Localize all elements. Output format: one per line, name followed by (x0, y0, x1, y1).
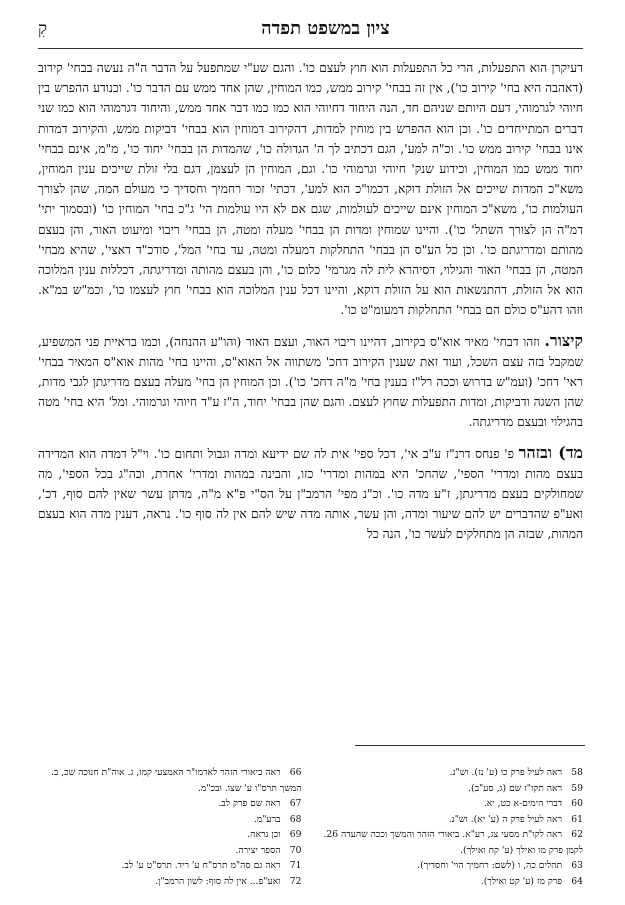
footnote (320, 874, 584, 890)
paragraph (38, 57, 583, 321)
footnote-text: ראה גם סה"מ תרס"ח ע' ריד. תרס"ט ע' לב. (121, 860, 281, 871)
footnote (320, 765, 584, 781)
footnote (320, 812, 584, 828)
footnote-text: ראה לעיל פרק ה (ע' יא). וש"נ. (448, 813, 563, 825)
footnote-number: 68 (289, 813, 302, 825)
page-number: קִ (38, 19, 48, 39)
footnote-number: 71 (289, 860, 302, 871)
footnote-divider (355, 745, 585, 746)
footnote-text: הספר יצירה. (235, 844, 281, 856)
footnote (320, 858, 584, 874)
footnote-text: תהלים כה, ו (לשם: רחמיך הוי' וחסדיך). (417, 860, 563, 871)
footnote (38, 843, 302, 859)
footnote (38, 858, 302, 874)
paragraph-text: דעיקרן הוא התפעלות, הרי כל התפעלות הוא חוץ לעצם כו'. והגם שע"י שמתפעל על הדבר ה"ה נעשה בבחי' קירוב (דאהבה היא בחי' קירוב כו'), אין זה בבחי' קירוב ממש, כמו המוחין, שהן אחד ממש עם הדבר כו'. וכנודע ההפרש בין חיוהי לגרמוהי, דעם היותם שניהם חד, הנה היחוד דחיוהי הוא כמו כמו דבר אחד ממש, והיחוד דגרמוהי הוא כמו שני דברים המתייחדים כו'. וכן הוא ההפרש בין מוחין למדות, דהקירוב דמוחין הוא בבחי' דביקות ממש, והקירוב דמדות אינו בבחי' קירוב ממש כו'. וכ"ה למע', הגם דכתיב לך ה' הגדולה כו', שהמדות הן בבחי' יחוד כו', מ"מ, אינם בבחי' יחוד ממש כמו המוחין, וכידוע שנק' חיוהי וגרמוהי כו'. וגם, המוחין הן לעצמן, דגם בלי זולת שייכים ענין המוחין, משא"כ המדות שייכים אל הזולת דוקא, דכמו"כ הוא למע', דכתי' זכור רחמיך וחסדיך כי מעולם המה, שהן לצורך העולמות כו', משא"כ המוחין אינם שייכים לעולמות, שגם אם לא היו עולמות הי' ג"כ בחי' המוחין כו' (ובסמוך יתי' דמ"ה הן לצורך השתל' כו'). והיינו שמוחין ומדות הן בבחי' מעלה ומטה, הן בבחי' ריבוי ומיעוט האור, והן בעצם מהותם ומדריגתם כו'. וכן כל הע"ס הן בבחי' התחלקות דמעלה ומטה, עד בחי' המל', סודכ"ד דאצי', שהיא מבחי' המטה, הן בבחי' האור והגילוי, דסיהרא לית לה מגרמי' כלום כו', והן בעצם מהותה ומדריגתה, דכללות ענין המלוכה הוא אל הזולת, דהתנשאות הוא על הזולת דוקא, והיינו דכל ענין המלוכה הוא בבחי' חוץ לעצמו כו', וכמ"ש במ"א. וזהו דהע"ס כולם הם בבחי' התחלקות דמעומ"ט כו'. (38, 61, 583, 318)
footnote-text: ראה שם פרק לב. (218, 798, 281, 809)
footnote (38, 812, 302, 828)
footnote (38, 874, 302, 890)
footnote-number: 61 (571, 813, 583, 825)
footnote-text: ראה ביאורי הזהר לאדמו"ר האמצעי קמו, ג. אוה"ת חנוכה שכ, ב. המשך תרס"ו ע' שצו. ובכ"מ. (50, 767, 302, 794)
footnote (38, 827, 302, 843)
footnote-text: פרק מז (ע' קט ואילך). (480, 875, 563, 887)
footnote-number: 72 (289, 875, 302, 887)
footnote-number: 69 (289, 829, 302, 840)
footnote-text: ואע"פ... אין לה סוף: לשון הרמב"ן. (155, 875, 281, 887)
footnotes-left-column (38, 765, 302, 889)
paragraph-lead: קיצור. (544, 330, 584, 350)
paragraph-section-44 (38, 443, 583, 545)
footnote-text: דברי הימים-א כט, יא. (483, 798, 563, 809)
footnote-number: 62 (571, 829, 583, 840)
footnote-text: ראה תקו"ז שם (ג, סע"ב). (468, 782, 563, 794)
footnote (320, 827, 584, 858)
footnote-number: 66 (289, 767, 302, 778)
main-text (38, 57, 583, 545)
paragraph-text: וזהו דבחי' מאיר אוא"ס בקירוב, דהיינו ריבוי האור, ועצם האור (והו"ע ההנחה), וכמו בראיית פני המשפיע, שמקבל בזה עצם השכל, ועוד זאת שענין הקירוב דחכ' משתווה אל האוא"ס, והיינו בחי' מהות אוא"ס המאיר בבחי' ראי' דחכ' (ועמ"ש בדרוש וככה רל"ז בענין בחי' מ"ה דחכ' כו'). וכן המוחין הן בחי' מעלה בעצם מדריגתן לגבי מדות, שהן השגה ודביקות, ומדות התפעלות שחוץ לעצם. והגם שהן בבחי' יחוד, ה"ז ע"ד חיוהי וגרמוהי. ומל' היא בחי' מטה בהגילוי ובעצם מדריגתה. (38, 334, 583, 430)
paragraph-text: פ' פנחס דרנ"ז ע"ב אי', דכל ספי' אית לה שם ידיעא ומדה וגבול ותחום כו'. וי"ל דמדה הוא המדידה בעצם מהות ומדרי' הספי', שהחכ' היא במהות ומדרי' כזו, והבינה במהות ומדרי' אחרת, וכה"ג בכל הספי', מה שמחולקים בעצם מדריגתן, ז"ע מדה כו'. וכ"נ מפי' הרמב"ן על הס"י פ"א מ"ה, מדתן עשר שאין להם סוף, דכ', ואע"פ שהדברים יש להם שיעור ומדה, והן עשר, אותה מדה שיש להם אין לה סוף כו'. נראה, דענין מדה הוא בעצם המהות, שבזה הן מתחלקים לעשר כו', הנה כל (38, 446, 583, 542)
footnote (38, 796, 302, 812)
page-title: ציון במשפט תפדה (261, 18, 390, 39)
footnote-number: 60 (571, 798, 583, 809)
footnote (320, 781, 584, 797)
footnote-number: 58 (571, 767, 583, 778)
paragraph-lead: מד) ובזהר (518, 442, 583, 462)
footnotes-right-column (302, 765, 584, 889)
footnote (320, 796, 584, 812)
footnote-text: וכן נראה. (247, 829, 281, 840)
footnote-number: 70 (289, 844, 302, 856)
footnote-number: 64 (571, 875, 583, 887)
footnotes (38, 765, 583, 889)
footnote-number: 67 (289, 798, 302, 809)
footnote (38, 765, 302, 796)
footnote-number: 63 (571, 860, 583, 871)
footnote-number: 59 (571, 782, 583, 794)
page-header (38, 18, 583, 49)
footnote-text: ראה לעיל פרק כו (ע' נז). וש"נ. (449, 767, 563, 778)
paragraph-summary (38, 331, 583, 433)
footnote-text: ראה לקו"ת מסעי צג, רע"א. ביאורי הזהר והמשך וככה שהעדה 26. לקמן פרק מו ואילך (ע' קח ואילך). (323, 829, 583, 856)
footnote-text: ברע"מ. (253, 813, 281, 825)
